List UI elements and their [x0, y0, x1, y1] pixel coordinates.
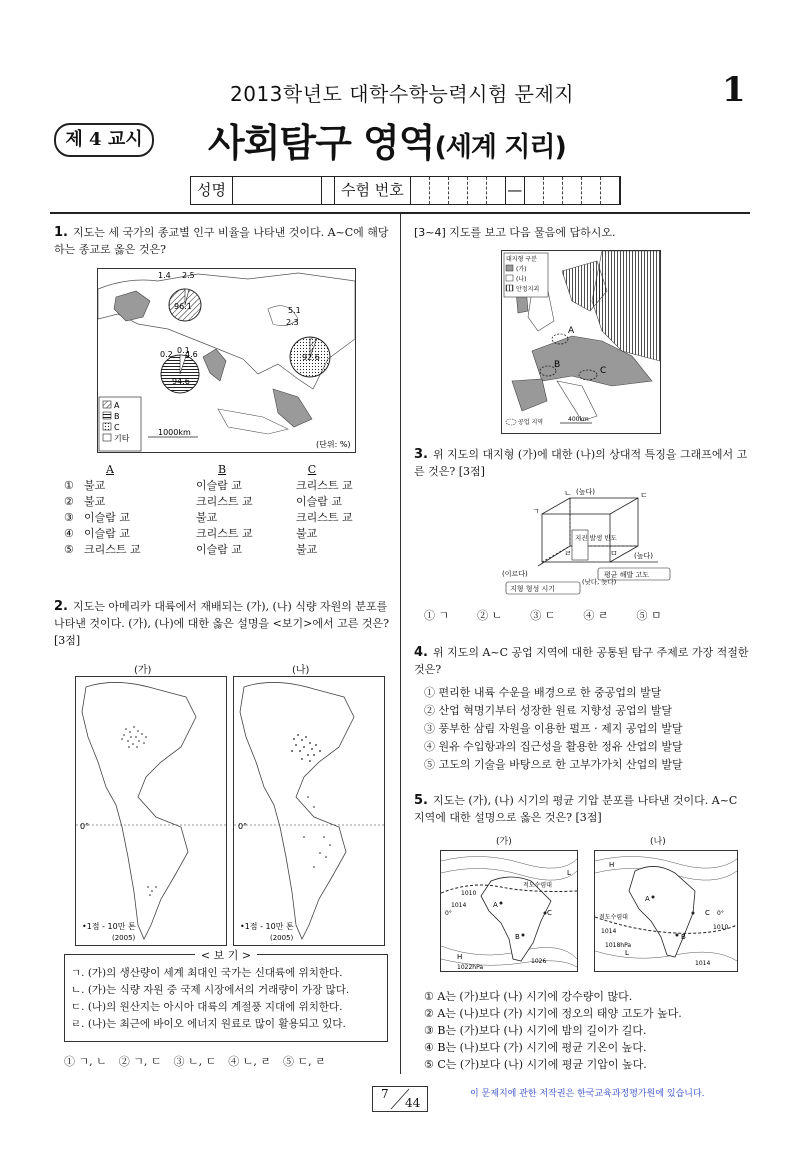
exam-no-dash: —: [506, 177, 525, 204]
id-row: [190, 176, 621, 205]
q3-answer[interactable]: ① ㄱ: [424, 609, 450, 622]
q1-option-a: 이슬람 교: [84, 511, 131, 524]
subject-main: 사회탐구 영역: [208, 121, 435, 165]
q5-map-b-figure: [595, 851, 737, 971]
q34-europe-map-figure: [502, 251, 660, 433]
q3-answer[interactable]: ② ㄴ: [477, 609, 503, 622]
q5-option[interactable]: ② A는 (나)보다 (가) 시기에 정오의 태양 고도가 높다.: [424, 1007, 682, 1020]
q2-map-b-dot-note: •1점 - 10만 톤: [240, 922, 294, 931]
q5-stem: [414, 792, 750, 826]
q1-pie2-v2: 5.1: [288, 306, 301, 315]
q1-pie2-v3: 92.6: [302, 353, 320, 362]
q5-map-b-p1: 1014: [601, 928, 617, 935]
q1-option-mark: ⑤: [64, 543, 74, 556]
q1-legend-c: C: [114, 423, 120, 432]
q5-map-a-p2: 1014: [451, 902, 467, 909]
q2-map-a-figure: [76, 677, 226, 945]
q1-pie1-v1: 1.4: [158, 271, 171, 280]
q1-stem: [54, 224, 390, 258]
q2-bogi-item: ㄱ. (가)의 생산량이 세계 최대인 국가는 신대륙에 위치한다.: [71, 967, 343, 979]
period-badge: 제 4 교시: [54, 123, 154, 157]
q1-option-c: 크리스트 교: [296, 479, 353, 492]
q1-option-a: 이슬람 교: [84, 527, 131, 540]
q5-map-b-label-b: B: [681, 933, 686, 941]
q1-options: [64, 462, 384, 558]
q4-stem: [414, 644, 750, 678]
q3-high-x: (높다): [634, 552, 653, 560]
q2-answer[interactable]: ② ㄱ, ㄷ: [118, 1055, 162, 1068]
exam-no-cell[interactable]: [525, 177, 544, 204]
q34-legend-ga: (가): [516, 266, 527, 273]
q5-number: 5.: [414, 793, 428, 808]
q5-map-a-p4: 1022hPa: [457, 964, 484, 971]
q1-option-c: 크리스트 교: [296, 511, 353, 524]
q5-map-b-p4: 1014: [695, 960, 711, 967]
q5-map-b-label-c: C: [705, 909, 710, 917]
q1-text: 지도는 세 국가의 종교별 인구 비율을 나타낸 것이다. A~C에 해당하는 종교로 옳은 것은?: [54, 226, 389, 256]
q4-text: 위 지도의 A~C 공업 지역에 대한 공통된 탐구 주제로 가장 적절한 것은?: [414, 646, 749, 676]
q5-map-a: [440, 850, 578, 972]
q3-graph: [498, 484, 688, 596]
q1-option-c: 불교: [296, 543, 318, 556]
q1-option-b: 이슬람 교: [196, 479, 243, 492]
q2-answer[interactable]: ⑤ ㄷ, ㄹ: [283, 1055, 326, 1068]
subject-sub: (세계 지리): [434, 132, 566, 163]
q2-map-b-label: (나): [292, 665, 310, 676]
q2-map-b: [233, 676, 385, 946]
q5-map-a-eq: 0°: [445, 910, 452, 917]
q4-option[interactable]: ⑤ 고도의 기술을 바탕으로 한 고부가가치 산업의 발달: [424, 758, 683, 771]
page-number: 1: [722, 70, 746, 110]
q3-text: 위 지도의 대지형 (가)에 대한 (나)의 상대적 특징을 그래프에서 고른 것은? [3점]: [414, 448, 748, 478]
q5-map-a-l: L: [567, 869, 571, 877]
q1-option-mark: ②: [64, 495, 74, 508]
q5-option[interactable]: ④ B는 (나)보다 (가) 시기에 평균 기온이 높다.: [424, 1041, 647, 1054]
q4-option[interactable]: ③ 풍부한 삼림 자원을 이용한 펄프 · 제지 공업의 발달: [424, 722, 683, 735]
q2-bogi-box: [64, 949, 388, 1042]
q3-high: (높다): [576, 488, 595, 496]
q2-map-a-dot-note: •1점 - 10만 톤: [82, 922, 136, 931]
q1-option-head: [64, 462, 384, 478]
q2-answer[interactable]: ③ ㄴ, ㄷ: [173, 1055, 217, 1068]
q1-option-mark: ④: [64, 527, 74, 540]
q2-map-b-equator: 0°: [238, 822, 248, 831]
exam-no-cell[interactable]: [430, 177, 449, 204]
id-row-gap: [322, 177, 335, 204]
q4-options: [424, 684, 750, 774]
q2-map-a-year: (2005): [112, 934, 136, 942]
q2-stem: [54, 598, 390, 649]
q34-legend-title: 대지형 구분: [506, 256, 537, 263]
q2-bogi-item: ㄴ. (가)는 식량 자원 중 국제 시장에서의 거래량이 가장 많다.: [71, 984, 350, 996]
exam-no-cell[interactable]: [563, 177, 582, 204]
q5-map-b-p2: 1018hPa: [605, 942, 632, 949]
q5-map-a-label: (가): [496, 837, 512, 847]
q3-corner-n: ㄴ: [564, 489, 572, 498]
q5-map-a-figure: [441, 851, 577, 971]
q2-answer[interactable]: ④ ㄴ, ㄹ: [228, 1055, 271, 1068]
q5-map-b-l: L: [625, 949, 629, 957]
q1-head-a: A: [106, 463, 114, 476]
q1-legend-other: 기타: [114, 434, 130, 443]
q1-map: [97, 268, 356, 453]
q34-legend-na: (나): [516, 276, 527, 283]
q3-axis-age: 지형 형성 시기: [510, 585, 556, 593]
q1-option-c: 이슬람 교: [296, 495, 343, 508]
q2-map-b-year: (2005): [270, 934, 294, 942]
q1-option[interactable]: [64, 510, 384, 526]
q5-map-b-h: H: [609, 861, 615, 869]
q2-map-b-figure: [234, 677, 384, 945]
q5-option[interactable]: ③ B는 (가)보다 (나) 시기에 밤의 길이가 길다.: [424, 1024, 647, 1037]
q3-corner-m: ㅁ: [610, 549, 618, 558]
column-divider: [400, 214, 401, 1074]
q3-early: (이르다): [502, 570, 528, 578]
q2-map-a: [75, 676, 227, 946]
q3-axis-altitude: 평균 해발 고도: [604, 571, 650, 579]
q1-legend-a: A: [114, 401, 120, 410]
exam-no-cell[interactable]: [449, 177, 468, 204]
exam-no-cell[interactable]: [468, 177, 487, 204]
q1-option[interactable]: [64, 542, 384, 558]
q5-option[interactable]: ⑤ C는 (가)보다 (나) 시기에 평균 기압이 높다.: [424, 1058, 647, 1071]
q2-number: 2.: [54, 599, 68, 614]
exam-no-cell[interactable]: [411, 177, 430, 204]
q34-scale: 400km: [568, 416, 589, 423]
q5-map-a-label-a: A: [493, 901, 498, 909]
q2-map-a-equator: 0°: [80, 822, 90, 831]
q3-vertical-axis: 지진 발생 빈도: [575, 534, 617, 542]
q3-corner-g: ㄱ: [532, 507, 540, 516]
q1-head-c: C: [307, 463, 317, 476]
q3-stem: [414, 446, 750, 480]
q5-map-a-h: H: [457, 953, 463, 961]
q1-option[interactable]: [64, 494, 384, 510]
q1-pie3-v4: 94.6: [172, 377, 190, 386]
q3-number: 3.: [414, 447, 428, 462]
q4-option[interactable]: ② 산업 혁명기부터 성장한 원료 지향성 공업의 발달: [424, 704, 672, 717]
q5-option[interactable]: ① A는 (가)보다 (나) 시기에 강수량이 많다.: [424, 990, 633, 1003]
q1-legend-b: B: [114, 412, 120, 421]
q2-bogi-item: ㄹ. (나)는 최근에 바이오 에너지 원료로 많이 활용되고 있다.: [71, 1018, 346, 1030]
q1-option-a: 불교: [84, 495, 106, 508]
q1-pie1-v3: 96.1: [174, 302, 192, 311]
exam-no-label: 수험 번호: [335, 177, 411, 204]
q3-corner-r: ㄹ: [564, 549, 572, 558]
exam-no-cell[interactable]: [544, 177, 563, 204]
q1-option-a: 크리스트 교: [84, 543, 141, 556]
q1-option-b: 불교: [196, 511, 218, 524]
q1-scale: 1000km: [158, 428, 191, 437]
q34-label-a: A: [568, 326, 575, 336]
q1-pie3-v2: 4.6: [185, 350, 198, 359]
exam-no-cell[interactable]: [487, 177, 506, 204]
q1-head-b: B: [217, 463, 227, 476]
q2-answer[interactable]: ① ㄱ, ㄴ: [64, 1055, 107, 1068]
q1-option[interactable]: [64, 478, 384, 494]
q34-europe-map: [501, 250, 661, 434]
q5-map-a-p3: 1026: [531, 958, 547, 965]
q1-option-mark: ①: [64, 479, 74, 492]
q1-option-b: 크리스트 교: [196, 527, 253, 540]
q1-number: 1.: [54, 225, 68, 240]
q1-pie3-v1: 0.1: [177, 346, 190, 355]
q1-option-b: 크리스트 교: [196, 495, 253, 508]
footer-page-box: [372, 1086, 428, 1112]
subject-title: [208, 112, 566, 167]
q5-map-b-eq: 0°: [717, 910, 724, 917]
q1-pie2-v1: 2.3: [286, 318, 299, 327]
q3-answer[interactable]: ⑤ ㅁ: [636, 609, 662, 622]
q2-bogi-head-wrap: [65, 947, 387, 963]
q2-bogi-list: [65, 963, 387, 1035]
footer-page-num: 7: [381, 1087, 389, 1101]
q1-option-mark: ③: [64, 511, 74, 524]
q1-option-b: 이슬람 교: [196, 543, 243, 556]
q3-low-late: (낮다, 늦다): [582, 578, 617, 586]
q5-map-b: [594, 850, 738, 972]
q2-bogi-item: ㄷ. (나)의 원산지는 아시아 대륙의 계절풍 지대에 위치한다.: [71, 1001, 343, 1013]
q1-option-a: 불교: [84, 479, 106, 492]
q1-map-figure: [98, 269, 355, 452]
q3-graph-figure: [498, 484, 688, 596]
q1-unit: (단위: %): [316, 440, 351, 449]
q34-intro: [3~4] 지도를 보고 다음 물음에 답하시오.: [414, 226, 616, 239]
q5-map-b-itcz: 적도수렴대: [599, 914, 628, 921]
q5-map-a-label-c: C: [547, 909, 552, 917]
q5-text: 지도는 (가), (나) 시기의 평균 기압 분포를 나타낸 것이다. A~C 지역에 대한 설명으로 옳은 것은? [3점]: [414, 794, 738, 824]
q2-text: 지도는 아메리카 대륙에서 재배되는 (가), (나) 식량 자원의 분포를 나타낸 것이다. (가), (나)에 대한 옳은 설명을 <보기>에서 고른 것은? [3점]: [54, 600, 389, 647]
q5-map-a-p1: 1010: [461, 890, 477, 897]
exam-no-cell[interactable]: [582, 177, 601, 204]
footer-page-total: 44: [405, 1096, 421, 1110]
q5-map-a-label-b: B: [515, 933, 520, 941]
q1-pie3-v3: 0.2: [160, 350, 173, 359]
q1-option[interactable]: [64, 526, 384, 542]
q2-bogi-title: < 보 기 >: [195, 949, 257, 962]
q4-option[interactable]: ① 편리한 내륙 수운을 배경으로 한 중공업의 발달: [424, 686, 662, 699]
q2-answers: [64, 1054, 394, 1070]
q5-map-b-label: (나): [650, 837, 666, 847]
footer-copyright: 이 문제지에 관한 저작권은 한국교육과정평가원에 있습니다.: [470, 1089, 705, 1099]
exam-title: 2013학년도 대학수학능력시험 문제지: [230, 82, 575, 106]
q5-options: [424, 988, 750, 1073]
q5-map-b-p3: 1010: [713, 924, 729, 931]
q2-map-a-label: (가): [134, 665, 152, 676]
exam-no-cell[interactable]: [601, 177, 620, 204]
q3-answer[interactable]: ④ ㄹ: [583, 609, 609, 622]
name-label: 성명: [191, 177, 233, 204]
q3-corner-d: ㄷ: [640, 491, 648, 500]
q1-option-c: 불교: [296, 527, 318, 540]
q3-answers: [424, 608, 744, 624]
q3-answer[interactable]: ③ ㄷ: [530, 609, 556, 622]
q5-map-b-label-a: A: [645, 895, 650, 903]
q4-option[interactable]: ④ 원유 수입항과의 집근성을 활용한 정유 산업의 발달: [424, 740, 683, 753]
q34-legend-shield: 안정지괴: [516, 286, 540, 293]
q4-number: 4.: [414, 645, 428, 660]
q34-label-b: B: [554, 360, 561, 370]
q34-industrial: 공업 지역: [518, 419, 544, 426]
q34-label-c: C: [600, 366, 607, 376]
name-field[interactable]: [233, 177, 322, 204]
q5-map-a-itcz: 적도수렴대: [523, 882, 552, 889]
q1-pie1-v2: 2.5: [182, 271, 195, 280]
